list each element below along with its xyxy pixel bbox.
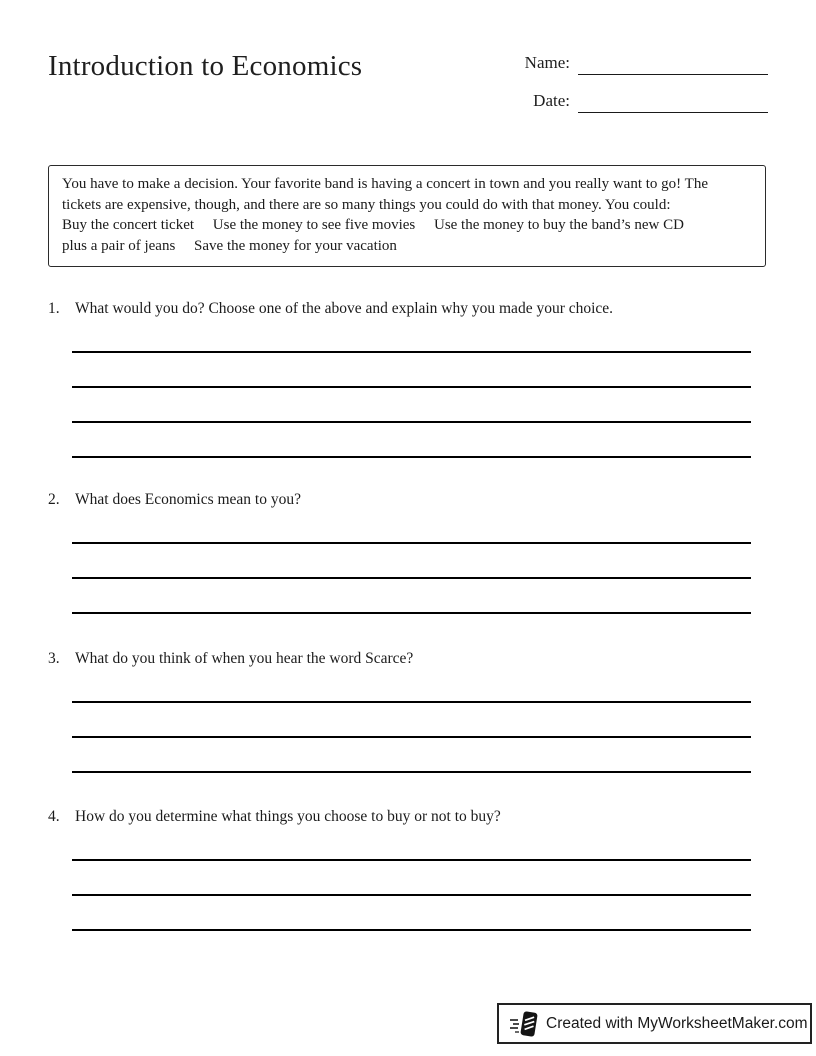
- answer-line[interactable]: [72, 929, 751, 931]
- question-number: 3.: [48, 650, 60, 667]
- name-label: Name:: [524, 53, 570, 72]
- scenario-line: plus a pair of jeans Save the money for your vacation: [62, 237, 397, 254]
- answer-line[interactable]: [72, 736, 751, 738]
- question-item-4: [48, 807, 751, 931]
- answer-line[interactable]: [72, 386, 751, 388]
- question-head: [48, 807, 751, 826]
- question-item-1: [48, 299, 751, 458]
- answer-line[interactable]: [72, 612, 751, 614]
- answer-line[interactable]: [72, 701, 751, 703]
- answer-line[interactable]: [72, 577, 751, 579]
- credit-text: Created with MyWorksheetMaker.com: [546, 1014, 808, 1032]
- worksheet-maker-logo-icon: [508, 1007, 542, 1041]
- question-text: What would you do? Choose one of the above and explain why you made your choice.: [75, 300, 614, 317]
- question-text: What do you think of when you hear the word Scarce?: [75, 650, 414, 667]
- answer-line[interactable]: [72, 421, 751, 423]
- question-text: What does Economics mean to you?: [75, 491, 301, 508]
- question-number: 2.: [48, 491, 60, 508]
- question-head: [48, 299, 751, 318]
- scenario-line: Buy the concert ticket Use the money to see five movies Use the money to buy the band’s new CD: [62, 217, 684, 233]
- answer-line[interactable]: [72, 859, 751, 861]
- scenario-line: You have to make a decision. Your favorite band is having a concert in town and you really want to go! The: [62, 176, 708, 192]
- date-label: Date:: [533, 91, 570, 110]
- question-text: How do you determine what things you choose to buy or not to buy?: [75, 808, 501, 825]
- question-head: [48, 490, 751, 509]
- answer-line[interactable]: [72, 351, 751, 353]
- name-fill-line[interactable]: [578, 50, 768, 75]
- worksheet-title: Introduction to Economics: [48, 50, 363, 82]
- date-field-row: [533, 88, 768, 113]
- question-item-2: [48, 490, 751, 614]
- answer-line[interactable]: [72, 456, 751, 458]
- scenario-box: [48, 165, 766, 267]
- name-field-row: [525, 50, 768, 75]
- question-item-3: [48, 649, 751, 773]
- date-fill-line[interactable]: [578, 88, 768, 113]
- scenario-line: tickets are expensive, though, and there are so many things you could do with that money. You could:: [62, 196, 671, 213]
- answer-line[interactable]: [72, 771, 751, 773]
- question-number: 1.: [48, 300, 60, 317]
- answer-line[interactable]: [72, 542, 751, 544]
- question-number: 4.: [48, 808, 60, 825]
- answer-line[interactable]: [72, 894, 751, 896]
- credit-badge: [497, 1003, 812, 1044]
- question-head: [48, 649, 751, 668]
